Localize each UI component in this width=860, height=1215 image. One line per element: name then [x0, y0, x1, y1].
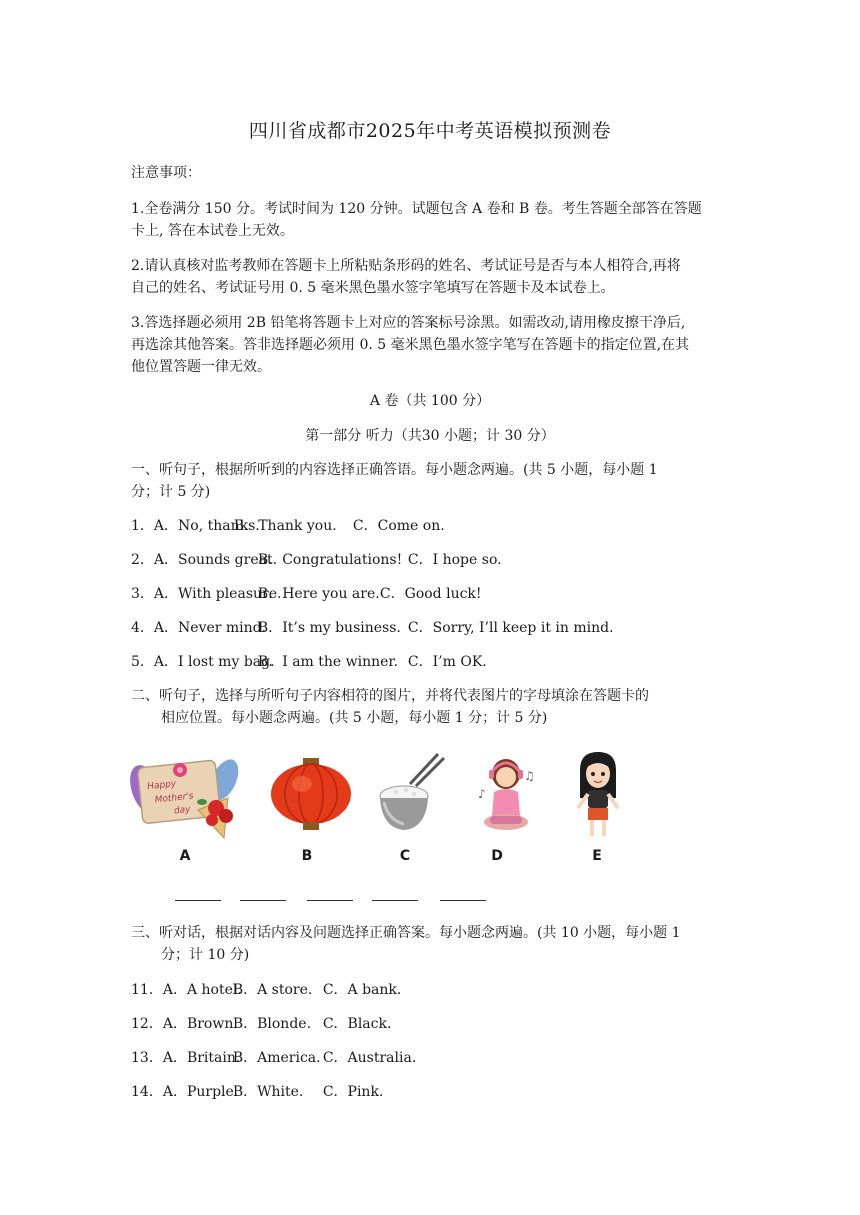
- section-2-instruction-line-2: 相应位置。每小题念两遍。(共 5 小题，每小题 1 分；计 5 分): [161, 710, 548, 726]
- option-c: C．I’m OK.: [407, 654, 487, 670]
- question-number: 5．: [131, 654, 154, 670]
- notice-item-2-line-1: 2.请认真核对监考教师在答题卡上所粘贴条形码的姓名、考试证号是否与本人相符合,再将: [131, 258, 681, 274]
- option-a: A．Sounds great.: [153, 552, 278, 568]
- option-a: A．Purple.: [162, 1084, 239, 1100]
- question-number: 13．: [131, 1050, 163, 1066]
- picture-options: [128, 750, 648, 880]
- music-note-icon: ♪: [478, 787, 486, 801]
- option-b: B．I am the winner.: [257, 654, 399, 670]
- section-3-instruction-line-1: 三、听对话，根据对话内容及问题选择正确答案。每小题念两遍。(共 10 小题，每小题 1: [131, 925, 681, 941]
- red-lantern-icon: [266, 750, 356, 840]
- card-text-happy: Happy: [146, 779, 177, 793]
- option-b: B．America.: [232, 1050, 321, 1066]
- option-c: C．Pink.: [322, 1084, 384, 1100]
- question-number: 4．: [131, 620, 154, 636]
- option-b: B．Here you are.: [257, 586, 380, 602]
- option-c: C．Australia.: [322, 1050, 417, 1066]
- section-2-instruction-line-1: 二、听句子，选择与所听句子内容相符的图片，并将代表图片的字母填涂在答题卡的: [131, 688, 649, 704]
- option-a: A．A hotel.: [162, 982, 242, 998]
- picture-label-e: E: [592, 848, 602, 864]
- option-c: C．Sorry, I’ll keep it in mind.: [407, 620, 614, 636]
- option-a: A．Brown.: [162, 1016, 238, 1032]
- option-a: A．I lost my bag.: [153, 654, 275, 670]
- question-4: [131, 617, 614, 637]
- question-number: 11．: [131, 982, 163, 998]
- answer-blank-9[interactable]: [372, 900, 418, 902]
- card-text-day: day: [173, 804, 192, 817]
- notice-item-3-line-2: 再选涂其他答案。答非选择题必须用 0. 5 毫米黑色墨水签字笔写在答题卡的指定位置,在其: [131, 337, 690, 353]
- mothers-day-card-icon: [128, 750, 218, 840]
- option-a: A．Britain.: [162, 1050, 241, 1066]
- music-note-icon: ♫: [524, 769, 535, 783]
- question-number: 3．: [131, 586, 154, 602]
- option-c: C．A bank.: [322, 982, 402, 998]
- option-b: B．It’s my business.: [257, 620, 401, 636]
- option-b: B．Congratulations!: [257, 552, 403, 568]
- option-b: B．A store.: [232, 982, 313, 998]
- part-one-heading: 第一部分 听力（共30 小题；计 30 分）: [305, 428, 555, 444]
- option-c: C．Black.: [322, 1016, 392, 1032]
- notice-item-1-line-2: 卡上, 答在本试卷上无效。: [131, 223, 294, 239]
- answer-blank-8[interactable]: [307, 900, 353, 902]
- question-number: 12．: [131, 1016, 163, 1032]
- question-11: [131, 979, 401, 999]
- question-number: 14．: [131, 1084, 163, 1100]
- notice-item-3-line-1: 3.答选择题必须用 2B 铅笔将答题卡上对应的答案标号涂黑。如需改动,请用橡皮擦干净后,: [131, 315, 686, 331]
- question-12: [131, 1013, 391, 1033]
- option-c: C．I hope so.: [407, 552, 502, 568]
- section-1-instruction-line-1: 一、听句子，根据所听到的内容选择正确答语。每小题念两遍。(共 5 小题，每小题 1: [131, 462, 658, 478]
- girl-standing-icon: [568, 750, 658, 840]
- question-13: [131, 1047, 416, 1067]
- option-b: B．Thank you.: [233, 518, 337, 534]
- picture-label-c: C: [399, 848, 411, 864]
- question-number: 1．: [131, 518, 154, 534]
- option-a: A．No, thanks.: [153, 518, 260, 534]
- question-14: [131, 1081, 383, 1101]
- question-1: [131, 515, 445, 535]
- card-text-mothers: Mother's: [154, 791, 194, 806]
- volume-a-heading: A 卷（共 100 分）: [369, 393, 491, 409]
- notice-heading: 注意事项：: [131, 165, 201, 181]
- notice-item-2-line-2: 自己的姓名、考试证号用 0. 5 毫米黑色墨水签字笔填写在答题卡及本试卷上。: [131, 280, 615, 296]
- section-1-instruction-line-2: 分；计 5 分): [131, 484, 211, 500]
- picture-label-d: D: [491, 848, 503, 864]
- picture-label-b: B: [301, 848, 313, 864]
- option-b: B．Blonde.: [232, 1016, 312, 1032]
- question-5: [131, 651, 487, 671]
- question-2: [131, 549, 502, 569]
- option-a: A．Never mind.: [153, 620, 267, 636]
- page-title: 四川省成都市2025年中考英语模拟预测卷: [248, 120, 612, 142]
- option-b: B．White.: [232, 1084, 304, 1100]
- question-number: 2．: [131, 552, 154, 568]
- option-a: A．With pleasure.: [153, 586, 282, 602]
- option-c: C．Come on.: [352, 518, 445, 534]
- girl-listening-music-icon: [476, 750, 566, 840]
- answer-blank-6[interactable]: [175, 900, 221, 902]
- notice-item-3-line-3: 他位置答题一律无效。: [131, 359, 271, 375]
- notice-item-1-line-1: 1.全卷满分 150 分。考试时间为 120 分钟。试题包含 A 卷和 B 卷。考生答题全部答在答题: [131, 201, 702, 217]
- option-c: C．Good luck!: [379, 586, 482, 602]
- answer-blank-10[interactable]: [440, 900, 486, 902]
- section-3-instruction-line-2: 分；计 10 分): [161, 947, 250, 963]
- answer-blank-7[interactable]: [240, 900, 286, 902]
- rice-bowl-icon: [376, 750, 466, 840]
- picture-label-a: A: [179, 848, 191, 864]
- question-3: [131, 583, 482, 603]
